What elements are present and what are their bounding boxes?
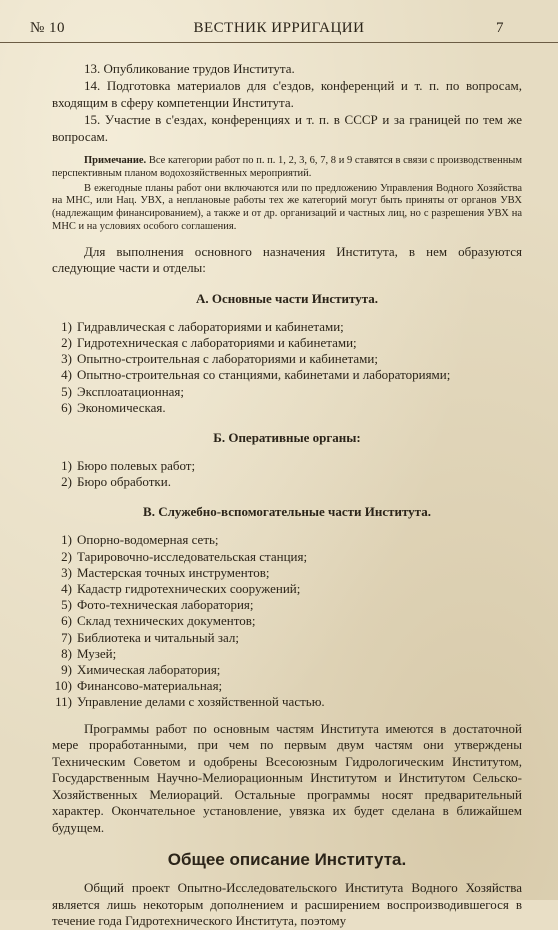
list-item-14: 14. Подготовка материалов для с'ездов, конференций и т. п. по вопросам, входящим в сферу компетенции Института. (52, 78, 522, 110)
list-item: 7) Библиотека и читальный зал; (61, 629, 239, 645)
list-item: 3) Мастерская точных инструментов; (61, 564, 270, 580)
list-item: 1) Опорно-водомерная сеть; (61, 532, 219, 548)
list-item: 10) Финансово-материальная; (54, 678, 223, 694)
section-b-list (52, 458, 522, 490)
section-a-list (52, 319, 522, 416)
list-item: 6) Экономическая. (61, 399, 166, 415)
note-label: Примечание. (84, 155, 147, 166)
list-item: 5) Фото-техническая лаборатория; (61, 597, 254, 613)
section-a-heading: А. Основные части Института. (195, 290, 379, 306)
list-item: 11) Управление делами с хозяйственной частью. (55, 694, 325, 710)
list-item: 6) Склад технических документов; (61, 613, 256, 629)
list-item: 4) Кадастр гидротехнических сооружений; (61, 581, 301, 597)
list-item: 9) Химическая лаборатория; (61, 662, 221, 678)
issue-number: № 10 (30, 20, 66, 36)
page-body (52, 60, 522, 930)
general-paragraph: Общий проект Опытно-Исследовательского Института Водного Хозяйства является лишь некоторым дополнением и расширением воспроизводившегося в течение года Гидротехнического Института, поэтому (52, 880, 522, 929)
list-item: 1) Гидравлическая с лабораториями и кабинетами; (61, 318, 344, 334)
page-header (0, 0, 558, 43)
note-text-2: В ежегодные планы работ они включаются или по предложению Управления Водного Хозяйства на МНС, или Нац. УВХ, а неплановые работы тех же категорий могут быть приняты от органов УВХ (надлежащим финансированием), а также и от др. организаций и частных лиц, но с разрешения УВХ на МНС и на условиях особого соглашения. (52, 182, 522, 232)
note-block (52, 155, 522, 181)
list-item: 1) Бюро полевых работ; (61, 458, 196, 473)
list-item: 2) Бюро обработки. (61, 474, 171, 490)
list-item: 2) Гидротехническая с лабораториями и кабинетами; (61, 334, 357, 350)
section-b-heading: Б. Оперативные органы: (213, 430, 361, 445)
list-item: 8) Музей; (61, 645, 117, 661)
section-c-heading: В. Служебно-вспомогательные части Института. (143, 504, 431, 520)
list-item-13: 13. Опубликование трудов Института. (84, 61, 295, 76)
page-number: 7 (496, 20, 504, 36)
list-item: 3) Опытно-строительная с лабораториями и кабинетами; (61, 351, 378, 367)
section-c-list (52, 532, 522, 710)
list-item: 5) Эксплоатационная; (61, 383, 185, 399)
list-item: 2) Тарировочно-исследовательская станция; (61, 548, 308, 564)
journal-title: ВЕСТНИК ИРРИГАЦИИ (193, 20, 365, 36)
programs-paragraph: Программы работ по основным частям Института имеются в достаточной мере проработанными, при чем по первым двум частям они утверждены Техническим Советом и одобрены Всесоюзным Гидрологическим Институтом, Государственным Научно-Мелиорационным Институтом и Институтом Сельско-Хозяйственных Мелиораций. Остальные программы носят предварительный характер. Окончательное установление, увязка их будет сделана в ближайшем будущем. (52, 720, 522, 835)
list-item: 4) Опытно-строительная со станциями, кабинетами и лабораториями; (61, 367, 451, 383)
intro-paragraph: Для выполнения основного назначения Института, в нем образуются следующие части и отделы: (52, 243, 522, 276)
note-text-1: Все категории работ по п. п. 1, 2, 3, 6, 7, 8 и 9 ставятся в связи с производственным перспективным планом водохозяйственных мероприятий. (52, 155, 523, 179)
list-item-15: 15. Участие в с'ездах, конференциях и т. п. в СССР и за границей по тем же вопросам. (52, 112, 522, 144)
general-heading: Общее описание Института. (167, 850, 407, 870)
